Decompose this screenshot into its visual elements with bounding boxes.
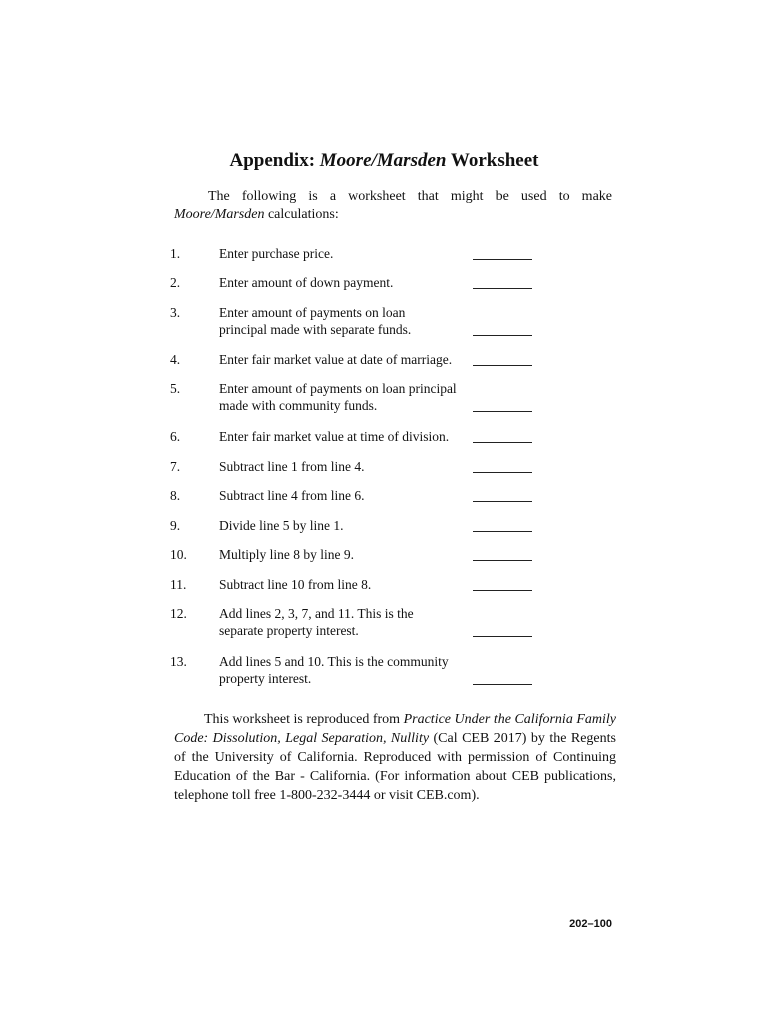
item-number: 2. [170, 275, 181, 290]
item-text: Divide line 5 by line 1. [219, 518, 344, 533]
answer-blank[interactable] [473, 684, 532, 685]
item-number: 5. [170, 381, 181, 396]
answer-blank[interactable] [473, 259, 532, 260]
title-italic: Moore/Marsden [319, 150, 447, 171]
item-number: 11. [170, 577, 187, 592]
page-number: 202–100 [569, 918, 612, 930]
item-text: Enter fair market value at date of marriage. [219, 352, 453, 367]
answer-blank[interactable] [473, 411, 532, 412]
item-text: Add lines 5 and 10. This is the community property interest. [219, 654, 449, 686]
item-text: Enter amount of payments on loan principal made with community funds. [219, 381, 457, 413]
item-text: Subtract line 10 from line 8. [219, 577, 372, 592]
answer-blank[interactable] [473, 531, 532, 532]
footer-italic: Practice Under the California Family Code: Dissolution, Legal Separation, Nullity [174, 712, 617, 746]
item-number: 1. [170, 246, 181, 261]
item-number: 6. [170, 429, 181, 444]
item-number: 12. [170, 606, 187, 621]
item-text: Subtract line 1 from line 4. [219, 459, 365, 474]
footer-text-1: This worksheet is reproduced from [204, 712, 404, 727]
item-text: Enter fair market value at time of division. [219, 429, 450, 444]
reproduction-note [174, 710, 616, 805]
item-text: Enter amount of payments on loan principal made with separate funds. [219, 305, 412, 337]
answer-blank[interactable] [473, 442, 532, 443]
answer-blank[interactable] [473, 501, 532, 502]
item-text: Multiply line 8 by line 9. [219, 547, 354, 562]
intro-text-2: calculations: [264, 207, 339, 222]
title-suffix: Worksheet [446, 150, 539, 171]
item-number: 7. [170, 459, 181, 474]
item-number: 9. [170, 518, 181, 533]
answer-blank[interactable] [473, 365, 532, 366]
item-text: Subtract line 4 from line 6. [219, 488, 365, 503]
title-prefix: Appendix: [229, 150, 320, 171]
intro-paragraph [174, 188, 612, 224]
item-number: 13. [170, 654, 187, 669]
answer-blank[interactable] [473, 590, 532, 591]
answer-blank[interactable] [473, 636, 532, 637]
item-number: 10. [170, 547, 187, 562]
item-number: 3. [170, 305, 181, 320]
page-title [0, 150, 768, 172]
answer-blank[interactable] [473, 560, 532, 561]
item-number: 4. [170, 352, 181, 367]
answer-blank[interactable] [473, 335, 532, 336]
item-text: Enter purchase price. [219, 246, 334, 261]
item-number: 8. [170, 488, 181, 503]
answer-blank[interactable] [473, 288, 532, 289]
intro-text-1: The following is a worksheet that might be used to make [208, 189, 612, 204]
item-text: Add lines 2, 3, 7, and 11. This is the separate property interest. [219, 606, 414, 638]
intro-italic: Moore/Marsden [174, 207, 265, 222]
answer-blank[interactable] [473, 472, 532, 473]
item-text: Enter amount of down payment. [219, 275, 394, 290]
footer-text-2: (Cal CEB 2017) by the Regents of the University of California. Reproduced with permission of Continuing Education of the Bar - California. (For information about CEB publications, telephone toll free 1-800-232-3444 or visit CEB.com). [174, 731, 616, 803]
